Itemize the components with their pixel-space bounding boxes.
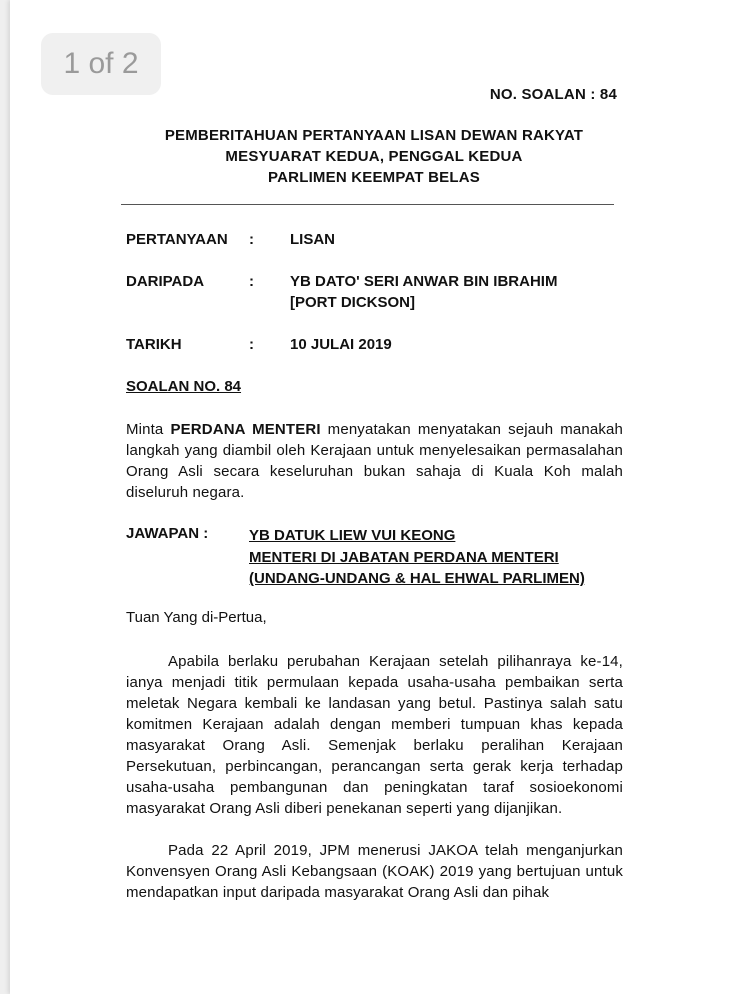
page-counter: 1 of 2 bbox=[41, 33, 161, 95]
header-divider bbox=[121, 204, 614, 205]
respondent-portfolio: (UNDANG-UNDANG & HAL EHWAL PARLIMEN) bbox=[249, 570, 585, 587]
question-number: NO. SOALAN : 84 bbox=[489, 86, 617, 103]
document-header bbox=[120, 125, 628, 188]
soalan-addressee: PERDANA MENTERI bbox=[170, 421, 321, 438]
daripada-name: YB DATO' SERI ANWAR BIN IBRAHIM bbox=[290, 273, 558, 290]
soalan-paragraph bbox=[126, 419, 623, 503]
header-line: PEMBERITAHUAN PERTANYAAN LISAN DEWAN RAKYAT bbox=[164, 127, 584, 144]
header-line: PARLIMEN KEEMPAT BELAS bbox=[268, 169, 480, 186]
daripada-label: DARIPADA bbox=[126, 273, 205, 290]
answer-paragraph-2: Pada 22 April 2019, JPM menerusi JAKOA telah menganjurkan Konvensyen Orang Asli Kebangsaan (KOAK) 2019 yang bertujuan untuk mendapatkan input daripada masyarakat Orang Asli dan pihak bbox=[126, 842, 623, 901]
meta-colon: : bbox=[249, 273, 254, 290]
meta-colon: : bbox=[249, 336, 254, 353]
daripada-value bbox=[290, 271, 557, 313]
respondent-title: MENTERI DI JABATAN PERDANA MENTERI bbox=[249, 548, 559, 566]
soalan-text: menyatakan menyatakan sejauh manakah langkah yang diambil oleh Kerajaan untuk menyelesaikan permasalahan Orang Asli secara keseluruhan bukan sahaja di Kuala Koh malah diseluruh negara. bbox=[126, 421, 623, 501]
daripada-constituency: [PORT DICKSON] bbox=[290, 294, 415, 311]
jawapan-respondent bbox=[249, 525, 585, 590]
pertanyaan-label: PERTANYAAN bbox=[126, 231, 228, 248]
answer-paragraph-1: Apabila berlaku perubahan Kerajaan setelah pilihanraya ke-14, ianya menjadi titik permulaan kepada usaha-usaha pembaikan serta meletak Negara kembali ke landasan yang betul. Pastinya salah satu komitmen Kerajaan adalah dengan memberi tumpuan khas kepada masyarakat Orang Asli. Semenjak berlaku peralihan Kerajaan Persekutuan, perbincangan, perancangan serta gerak kerja terhadap usaha-usaha pembangunan dan peningkatan taraf sosioekonomi masyarakat Orang Asli diberi penekanan seperti yang dijanjikan. bbox=[126, 653, 623, 817]
header-line: MESYUARAT KEDUA, PENGGAL KEDUA bbox=[225, 148, 523, 165]
tarikh-value: 10 JULAI 2019 bbox=[290, 336, 392, 353]
soalan-heading: SOALAN NO. 84 bbox=[126, 378, 242, 395]
jawapan-label: JAWAPAN : bbox=[126, 525, 209, 542]
meta-colon: : bbox=[249, 231, 254, 248]
respondent-name: YB DATUK LIEW VUI KEONG bbox=[249, 527, 456, 544]
tarikh-label: TARIKH bbox=[126, 336, 182, 353]
pertanyaan-value: LISAN bbox=[290, 231, 335, 248]
salutation: Tuan Yang di-Pertua, bbox=[126, 609, 267, 626]
soalan-prefix: Minta bbox=[126, 421, 171, 438]
